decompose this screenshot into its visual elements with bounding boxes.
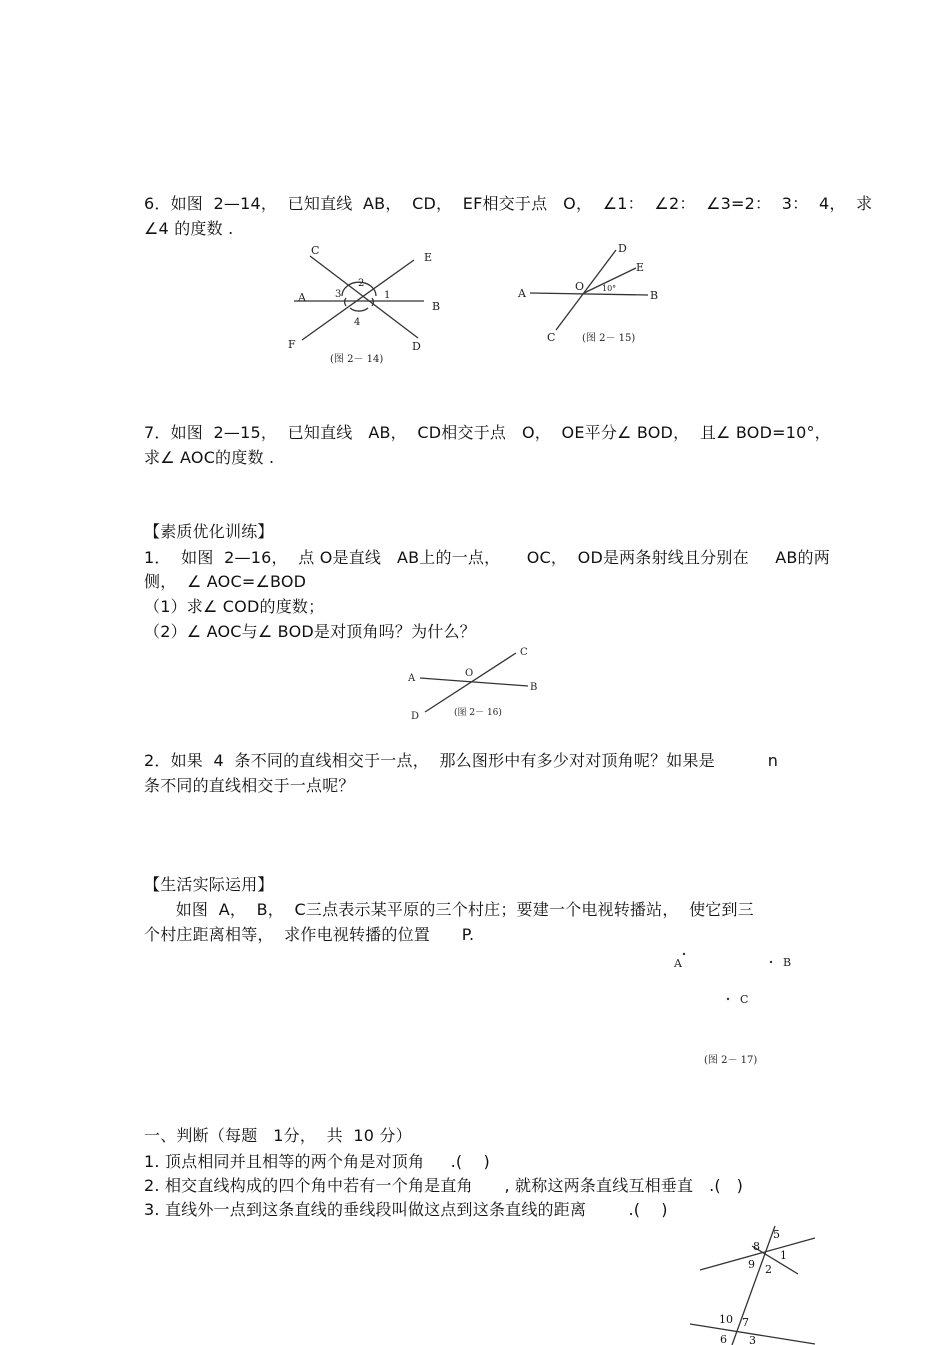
fig15-label-e: E xyxy=(636,261,645,274)
p1-line1: 1． 如图 2—16， 点 O是直线 AB上的一点， OC， OD是两条射线且分别在 AB的两 xyxy=(144,548,830,567)
arc-angle3 xyxy=(345,298,346,306)
fig14-label-e: E xyxy=(424,251,433,264)
fig14-angle-1: 1 xyxy=(384,290,391,301)
angle-label-8: 8 xyxy=(753,1240,760,1253)
point-c xyxy=(727,998,729,1000)
p1-sub2: （2）∠ AOC与∠ BOD是对顶角吗？为什么？ xyxy=(144,622,476,641)
figure-2-14 xyxy=(280,240,470,370)
line-ef xyxy=(302,260,414,340)
fig15-label-c: C xyxy=(547,331,556,344)
fig14-label-f: F xyxy=(288,338,296,351)
fig16-label-d: D xyxy=(411,711,420,722)
p1-line2: 侧， ∠ AOC=∠BOD xyxy=(144,572,307,591)
p1-sub1: （1）求∠ COD的度数； xyxy=(144,597,325,616)
figure-2-17 xyxy=(660,945,810,1075)
fig14-angle-2: 2 xyxy=(358,278,365,289)
line-cd xyxy=(425,653,516,712)
q6-line1: 6．如图 2—14， 已知直线 AB， CD， EF相交于点 O， ∠1： ∠2： ∠3=2： 3： 4， 求 xyxy=(144,194,873,213)
angle-label-7: 7 xyxy=(742,1316,749,1329)
angle-label-2: 2 xyxy=(765,1263,772,1276)
line-ab xyxy=(420,678,528,686)
fig17-label-a: A xyxy=(674,957,682,970)
fig15-label-d: D xyxy=(618,242,627,255)
judge-heading: 一、判断（每题 1分， 共 10 分） xyxy=(144,1126,412,1145)
fig14-label-d: D xyxy=(412,340,421,353)
line-ab xyxy=(530,293,648,295)
fig15-label-b: B xyxy=(650,289,659,302)
q7-line1: 7．如图 2—15， 已知直线 AB， CD相交于点 O， OE平分∠ BOD， 且∠ BOD=10°， xyxy=(144,423,831,442)
figure-2-15 xyxy=(508,238,668,353)
fig17-caption: (图 2－ 17) xyxy=(704,1055,758,1066)
fig14-caption: (图 2－ 14) xyxy=(330,354,384,365)
q6-line2: ∠4 的度数 . xyxy=(144,219,234,238)
fig15-caption: (图 2－ 15) xyxy=(582,333,636,344)
fig17-label-c: C xyxy=(740,993,749,1006)
life-line2: 个村庄距离相等， 求作电视转播的位置 P. xyxy=(144,925,475,944)
judge-q2: 2. 相交直线构成的四个角中若有一个角是直角 , 就称这两条直线互相垂直 .( ) xyxy=(144,1176,744,1195)
figure-2-16 xyxy=(398,640,538,725)
point-a xyxy=(683,953,685,955)
fig16-caption: (图 2－ 16) xyxy=(454,708,502,718)
fig16-label-b: B xyxy=(530,682,538,693)
fig15-label-o: O xyxy=(575,280,585,293)
angle-label-6: 6 xyxy=(720,1333,727,1345)
arc-angle1 xyxy=(372,298,373,306)
fig17-label-b: B xyxy=(783,956,792,969)
figure-numbered-angles xyxy=(690,1222,820,1345)
fig15-label-a: A xyxy=(518,287,526,300)
judge-q1: 1. 顶点相同并且相等的两个角是对顶角 .( ) xyxy=(144,1152,490,1171)
angle-label-10: 10 xyxy=(719,1313,733,1326)
fig16-label-a: A xyxy=(408,673,416,684)
p2-line2: 条不同的直线相交于一点呢？ xyxy=(144,776,355,795)
section-heading-life: 【生活实际运用】 xyxy=(144,875,274,894)
fig14-label-c: C xyxy=(311,244,320,257)
angle-label-3: 3 xyxy=(749,1334,756,1345)
p2-line1: 2．如果 4 条不同的直线相交于一点， 那么图形中有多少对对顶角呢？如果是 n xyxy=(144,751,779,770)
fig14-label-a: A xyxy=(298,291,306,304)
q7-line2: 求∠ AOC的度数 . xyxy=(144,448,275,467)
fig16-label-c: C xyxy=(520,647,528,658)
point-b xyxy=(770,961,772,963)
angle-label-9: 9 xyxy=(748,1258,755,1271)
angle-label-1: 1 xyxy=(780,1249,787,1262)
angle-label-5: 5 xyxy=(773,1228,780,1241)
fig14-label-b: B xyxy=(432,300,441,313)
section-heading-quality: 【素质优化训练】 xyxy=(144,522,274,541)
fig14-angle-3: 3 xyxy=(335,289,342,300)
life-line1: 如图 A， B， C三点表示某平原的三个村庄；要建一个电视转播站， 使它到三 xyxy=(144,900,754,919)
arc-angle4 xyxy=(350,308,368,311)
fig16-label-o: O xyxy=(465,668,474,679)
fig15-angle-10: 10° xyxy=(602,284,617,293)
fig14-angle-4: 4 xyxy=(354,317,361,328)
judge-q3: 3. 直线外一点到这条直线的垂线段叫做这点到这条直线的距离 .( ) xyxy=(144,1200,668,1219)
